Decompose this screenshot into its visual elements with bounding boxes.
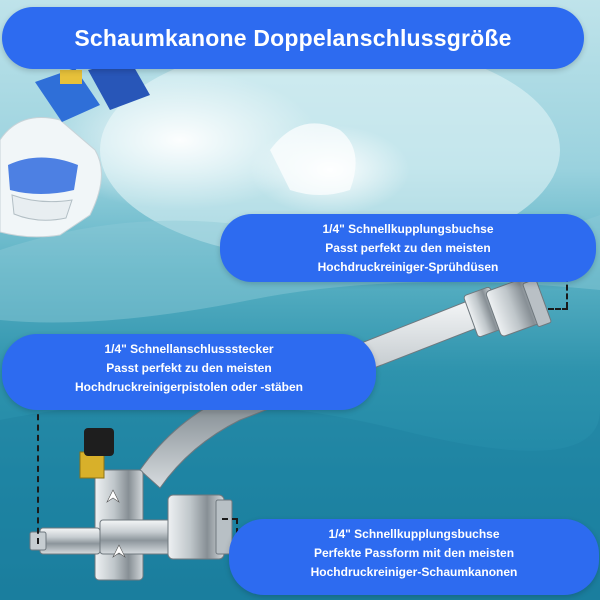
callout-line: Hochdruckreinigerpistolen oder -stäben	[74, 380, 304, 394]
callout-line: Passt perfekt zu den meisten	[325, 241, 491, 255]
callout-line: Hochdruckreiniger-Sprühdüsen	[317, 260, 499, 274]
pointer-line-top-h	[548, 308, 568, 310]
callout-line: 1/4" Schnellkupplungsbuchse	[328, 527, 500, 541]
callout-line: Perfekte Passform mit den meisten	[313, 546, 515, 560]
pointer-line-left	[37, 404, 39, 544]
callout-line: 1/4" Schnellkupplungsbuchse	[322, 222, 494, 236]
callout-line: Hochdruckreiniger-Schaumkanonen	[310, 565, 518, 579]
callout-quick-plug	[2, 334, 376, 410]
callout-line: 1/4" Schnellanschlussstecker	[104, 342, 274, 356]
callout-line: Passt perfekt zu den meisten	[106, 361, 272, 375]
pointer-line-bottom-h	[222, 518, 238, 520]
callout-spray-nozzle-coupler	[220, 214, 596, 282]
callout-foam-cannon-coupler	[229, 519, 599, 595]
page-title: Schaumkanone Doppelanschlussgröße	[2, 7, 584, 69]
